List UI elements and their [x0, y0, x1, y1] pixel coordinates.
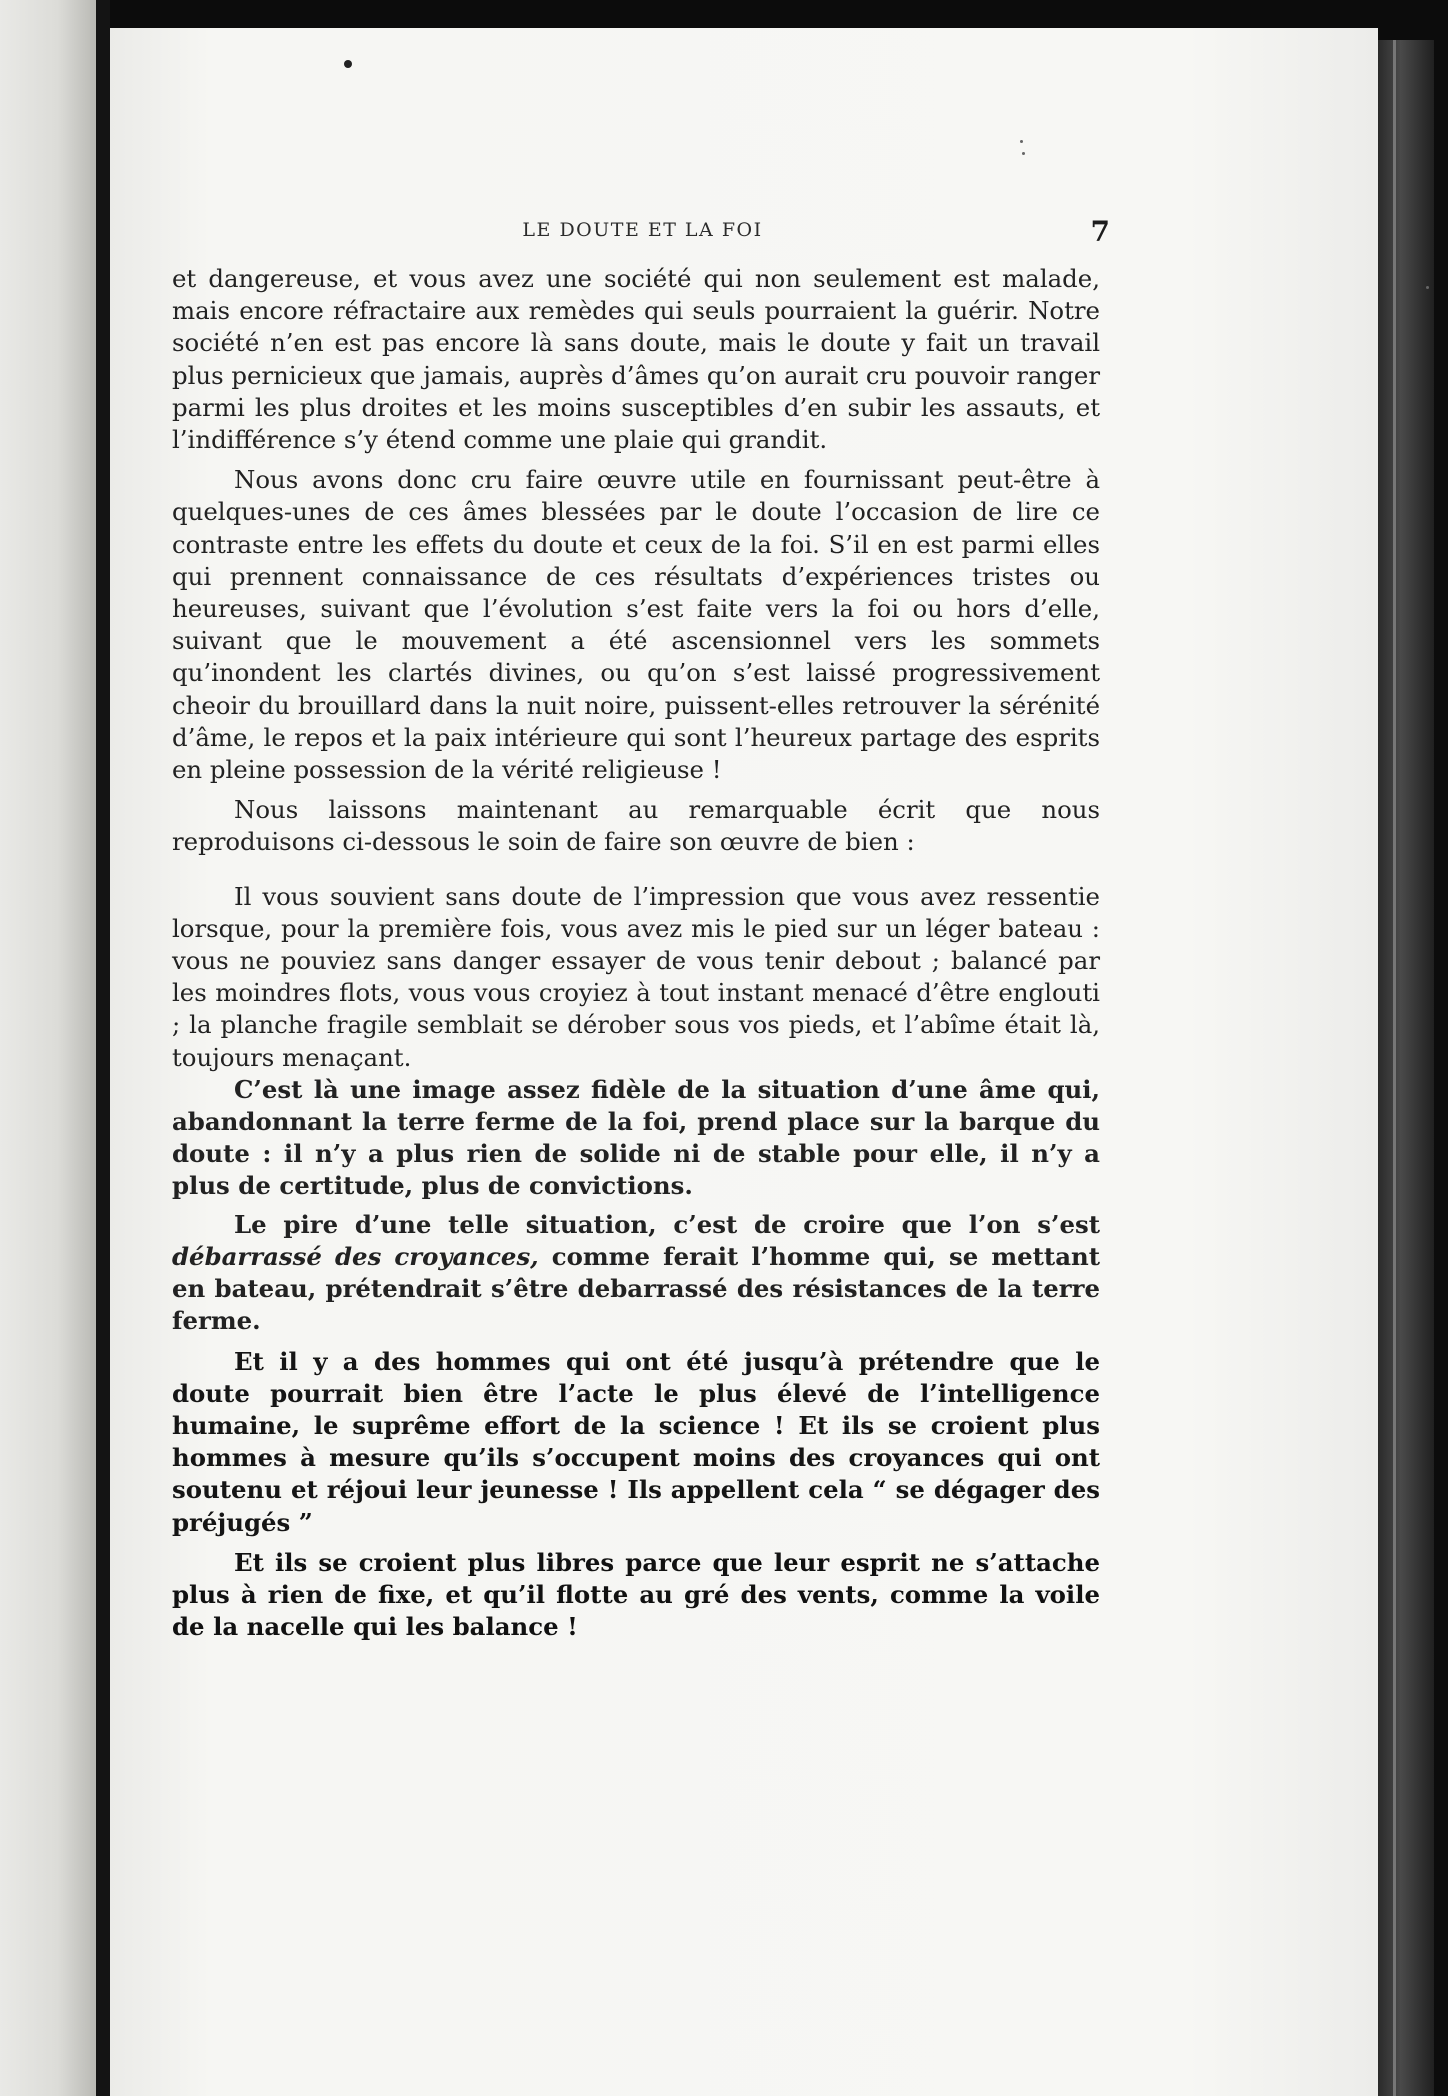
quoted-paragraph: Et il y a des hommes qui ont été jusqu’à prétendre que le doute pourrait bien être l’acte le plus élevé de l’intelligence humaine, le suprême effort de la science ! Et ils se croient plus hommes à mesure qu’ils s’occupent moins des croyances qui ont soutenu et réjoui leur jeunesse ! Ils appellent cela “ se dégager des préjugés ”	[172, 1346, 1100, 1537]
page-header	[175, 215, 1110, 255]
page-stack-line	[1393, 40, 1396, 2096]
dust-speck	[1020, 140, 1023, 143]
paragraph: Nous laissons maintenant au remarquable écrit que nous reproduisons ci-dessous le soin de faire son œuvre de bien :	[172, 795, 1100, 857]
page-number: 7	[1090, 215, 1110, 248]
dust-speck	[1022, 152, 1025, 155]
dust-speck	[344, 60, 352, 68]
quoted-paragraph	[172, 1209, 1100, 1338]
running-head: LE DOUTE ET LA FOI	[522, 219, 763, 241]
facing-page-edge	[0, 0, 96, 2096]
paragraph-text: Le pire d’une telle situation, c’est de croire que l’on s’est	[234, 1209, 1100, 1239]
paragraph: et dangereuse, et vous avez une société qui non seulement est malade, mais encore réfractaire aux remèdes qui seuls pourraient la guérir. Notre société n’en est pas encore là sans doute, mais le doute y fait un travail plus pernicieux que jamais, auprès d’âmes qu’on aurait cru pouvoir ranger parmi les plus droites et les moins susceptibles d’en subir les assauts, et l’indifférence s’y étend comme une plaie qui grandit.	[172, 264, 1100, 455]
paragraph: Nous avons donc cru faire œuvre utile en fournissant peut-être à quelques-unes de ces âmes blessées par le doute l’occasion de lire ce contraste entre les effets du doute et ceux de la foi. S’il en est parmi elles qui prennent connaissance de ces résultats d’expériences tristes ou heureuses, suivant que l’évolution s’est faite vers la foi ou hors d’elle, suivant que le mouvement a été ascensionnel vers les sommets qu’inondent les clartés divines, ou qu’on s’est laissé progressivement cheoir du brouillard dans la nuit noire, puissent-elles retrouver la sérénité d’âme, le repos et la paix intérieure qui sont l’heureux partage des esprits en pleine possession de la vérité religieuse !	[172, 465, 1100, 785]
page-body	[172, 263, 1100, 1643]
italic-phrase: débarrassé des croyances,	[172, 1241, 539, 1271]
binding-shadow	[96, 0, 110, 2096]
paragraph-text: comme ferait l’homme qui, se mettant en bateau, prétendrait s’être debarrassé des résistances de la terre ferme.	[172, 1241, 1100, 1336]
quoted-paragraph: C’est là une image assez fidèle de la situation d’une âme qui, abandonnant la terre ferme de la foi, prend place sur la barque du doute : il n’y a plus rien de solide ni de stable pour elle, il n’y a plus de certitude, plus de convictions.	[172, 1074, 1100, 1201]
quoted-paragraph: Et ils se croient plus libres parce que leur esprit ne s’attache plus à rien de fixe, et qu’il flotte au gré des vents, comme la voile de la nacelle qui les balance !	[172, 1547, 1100, 1642]
page-stack-edge	[1378, 40, 1434, 2096]
dust-speck	[1426, 286, 1429, 289]
quoted-paragraph: Il vous souvient sans doute de l’impression que vous avez ressentie lorsque, pour la première fois, vous avez mis le pied sur un léger bateau : vous ne pouviez sans danger essayer de vous tenir debout ; balancé par les moindres flots, vous vous croyiez à tout instant menacé d’être englouti ; la planche fragile semblait se dérober sous vos pieds, et l’abîme était là, toujours menaçant.	[172, 881, 1100, 1072]
